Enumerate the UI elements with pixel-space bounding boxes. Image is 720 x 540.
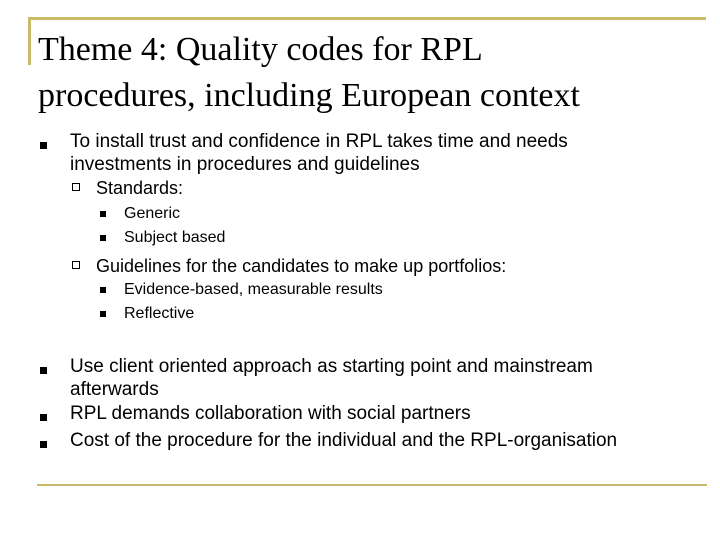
bullet-square-icon [40, 367, 47, 374]
bullet-square-icon [40, 441, 47, 448]
title-line-2: procedures, including European context [38, 77, 580, 114]
bullet-1-text [70, 130, 568, 176]
bullet-2-line-2: afterwards [70, 379, 159, 400]
bullet-square-icon [40, 414, 47, 421]
top-accent-rule [28, 17, 706, 20]
bottom-accent-rule [37, 484, 707, 486]
standards-item-generic: Generic [124, 205, 181, 222]
guidelines-item-evidence: Evidence-based, measurable results [124, 281, 383, 298]
bullet-2-line-1: Use client oriented approach as starting point and mainstream [70, 356, 593, 377]
bullet-4-text: Cost of the procedure for the individual and the RPL-organisation [70, 430, 618, 451]
bullet-2-text [70, 355, 593, 401]
slide-title [38, 27, 698, 119]
sub-sub-bullet-square-icon [100, 235, 106, 241]
left-accent-rule [28, 17, 31, 65]
sub-sub-bullet-square-icon [100, 311, 106, 317]
bullet-1-line-2: investments in procedures and guidelines [70, 154, 420, 175]
bullet-1-line-1: To install trust and confidence in RPL takes time and needs [70, 131, 568, 152]
sub-bullet-standards: Standards: [96, 178, 184, 198]
standards-item-subject-based: Subject based [124, 229, 226, 246]
sub-sub-bullet-square-icon [100, 211, 106, 217]
title-line-1: Theme 4: Quality codes for RPL [38, 31, 483, 68]
bullet-3-text: RPL demands collaboration with social partners [70, 403, 471, 424]
guidelines-item-reflective: Reflective [124, 305, 195, 322]
sub-bullet-hollow-square-icon [72, 183, 80, 191]
sub-sub-bullet-square-icon [100, 287, 106, 293]
sub-bullet-hollow-square-icon [72, 261, 80, 269]
sub-bullet-guidelines: Guidelines for the candidates to make up portfolios: [96, 256, 507, 276]
bullet-square-icon [40, 142, 47, 149]
